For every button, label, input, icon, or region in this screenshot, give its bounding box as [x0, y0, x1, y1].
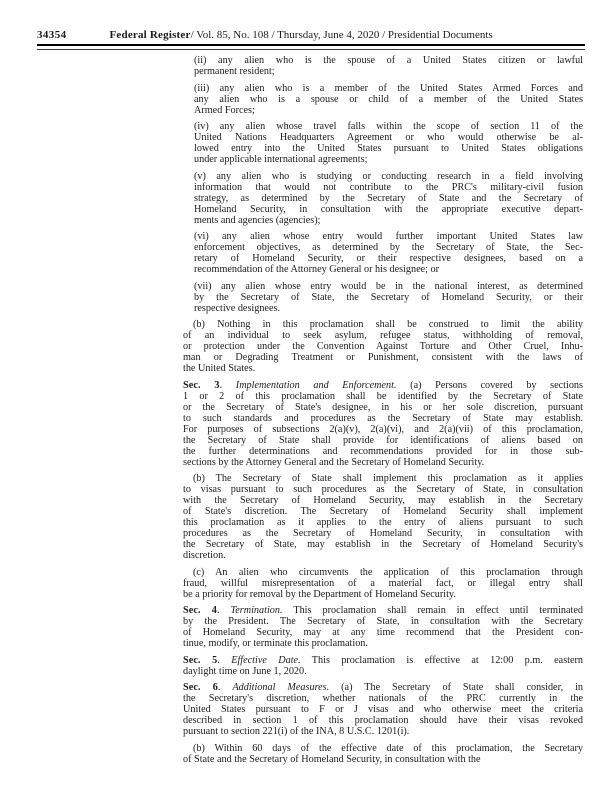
- text-line: lowed entry into the United States pursuant to United States obligations: [194, 143, 583, 154]
- text-line: the Secretary's discretion, whether nationals of the PRC currently in the: [183, 693, 583, 704]
- text-line: (b) Within 60 days of the effective date of this proclamation, the Secretary: [193, 742, 583, 754]
- paragraph: [183, 567, 583, 600]
- text-line: by the President. The Secretary of State, in consultation with the Secretary: [183, 616, 583, 627]
- text-line: the United States.: [183, 363, 256, 374]
- text-line: enforcement objectives, as determined by the Secretary of State, the Sec-: [194, 242, 583, 253]
- text-line: Sec. 5. Effective Date. This proclamation is effective at 12:00 p.m. eastern: [183, 654, 584, 666]
- paragraph: [183, 605, 583, 649]
- paragraph: [194, 171, 583, 226]
- paragraph: [183, 682, 583, 737]
- text-line: any alien who is a spouse or child of a member of the United States: [194, 93, 583, 105]
- page-header: [37, 29, 585, 41]
- text-line: of an individual to seek asylum, refugee status, withholding of removal,: [183, 330, 583, 341]
- text-line: permanent resident;: [194, 66, 275, 77]
- text-line: 1 or 2 of this proclamation shall be identified by the Secretary of State: [183, 390, 583, 402]
- text-line: tinue, modify, or terminate this proclamation.: [183, 638, 368, 649]
- text-line: sections by the Attorney General and the Secretary of Homeland Security.: [183, 456, 485, 468]
- citation-text: / Vol. 85, No. 108 / Thursday, June 4, 2020 / Presidential Documents: [190, 29, 493, 41]
- text-line: Sec. 4. Termination. This proclamation shall remain in effect until terminated: [183, 605, 583, 616]
- text-line: For purposes of subsections 2(a)(v), 2(a)(vi), and 2(a)(vii) of this proclamation,: [183, 423, 583, 435]
- text-line: of State's discretion. The Secretary of Homeland Security shall implement: [183, 506, 583, 517]
- text-line: discretion.: [183, 550, 226, 561]
- text-line: strategy, as determined by the Secretary of State and the Secretary of: [194, 192, 583, 204]
- paragraph: [194, 231, 583, 275]
- text-line: Sec. 6. Additional Measures. (a) The Secretary of State shall consider, in: [183, 682, 584, 693]
- text-line: man or Degrading Treatment or Punishment, consistent with the laws of: [183, 352, 583, 363]
- text-line: the further determinations and recommendations provided for in those sub-: [183, 445, 583, 457]
- paragraph: [194, 281, 583, 314]
- text-line: of Homeland Security, may at any time recommend that the President con-: [183, 627, 583, 638]
- text-line: ments and agencies (agencies);: [194, 214, 321, 226]
- text-line: procedures as the Secretary of Homeland Security, in consultation with: [183, 528, 583, 539]
- text-line: (c) An alien who circumvents the application of this proclamation through: [193, 566, 583, 578]
- header-citation: [110, 29, 493, 41]
- text-line: recommendation of the Attorney General or his designee; or: [194, 264, 439, 275]
- paragraph: [194, 83, 583, 116]
- text-line: retary of Homeland Security, or their respective designees, based on a: [194, 253, 583, 264]
- text-line: Armed Forces;: [194, 104, 255, 116]
- paragraph: [183, 655, 583, 677]
- journal-name: Federal Register: [109, 29, 191, 41]
- text-line: (vii) any alien whose entry would be in the national interest, as determined: [194, 280, 583, 292]
- text-line: with the Secretary of Homeland Security, may establish in the Secretary: [183, 495, 583, 506]
- text-line: described in section 1 of this proclamation should have their visas revoked: [183, 715, 583, 726]
- text-line: this proclamation as it applies to the entry of aliens pursuant to such: [183, 517, 583, 528]
- paragraph: [183, 319, 583, 374]
- header-double-rule: [37, 44, 585, 50]
- paragraph: [194, 121, 583, 165]
- text-line: be a priority for removal by the Department of Homeland Security.: [183, 588, 456, 600]
- text-line: fraud, willful misrepresentation of a material fact, or illegal entry shall: [183, 577, 583, 589]
- text-line: United Nations Headquarters Agreement or who would otherwise be al-: [194, 132, 583, 143]
- text-line: pursuant to section 221(i) of the INA, 8 U.S.C. 1201(i).: [183, 726, 410, 737]
- text-line: (v) any alien who is studying or conducting research in a field involving: [194, 170, 583, 182]
- text-line: to such standards and procedures as the Secretary of State may establish.: [183, 412, 583, 424]
- text-line: or protection under the Convention Against Torture and Other Cruel, Inhu-: [183, 341, 583, 352]
- paragraph: [194, 55, 583, 77]
- text-line: (b) Nothing in this proclamation shall be construed to limit the ability: [193, 319, 583, 330]
- text-line: Homeland Security, in consultation with the appropriate executive depart-: [194, 203, 583, 215]
- text-line: information that would not contribute to the PRC's military-civil fusion: [194, 181, 583, 193]
- text-line: under applicable international agreements;: [194, 154, 368, 165]
- text-line: the Secretary of State shall provide for identifications of aliens based on: [183, 434, 583, 446]
- text-line: to visas pursuant to such procedures as the Secretary of State, in consultation: [183, 484, 583, 495]
- document-body: [183, 55, 583, 770]
- text-line: by the Secretary of State, the Secretary of Homeland Security, or their: [194, 291, 583, 303]
- text-line: respective designees.: [194, 302, 280, 314]
- paragraph: [183, 380, 583, 468]
- text-line: (vi) any alien whose entry would further important United States law: [194, 231, 583, 242]
- paragraph: [183, 743, 583, 765]
- text-line: United States pursuant to F or J visas and who otherwise meet the criteria: [183, 704, 583, 715]
- text-line: (b) The Secretary of State shall implement this proclamation as it applies: [193, 473, 583, 484]
- text-line: of State and the Secretary of Homeland Security, in consultation with the: [183, 753, 481, 765]
- text-line: or the Secretary of State's designee, in his or her sole discretion, pursuant: [183, 401, 583, 413]
- text-line: (ii) any alien who is the spouse of a United States citizen or lawful: [194, 55, 583, 66]
- paragraph: [183, 473, 583, 561]
- text-line: Sec. 3. Implementation and Enforcement. (a) Persons covered by sections: [183, 379, 583, 391]
- text-line: (iii) any alien who is a member of the United States Armed Forces and: [194, 82, 583, 94]
- text-line: (iv) any alien whose travel falls within the scope of section 11 of the: [194, 121, 583, 132]
- page-number: 34354: [37, 29, 67, 41]
- text-line: daylight time on June 1, 2020.: [183, 665, 307, 677]
- text-line: the Secretary of State, may establish in the Secretary of Homeland Security's: [183, 539, 583, 550]
